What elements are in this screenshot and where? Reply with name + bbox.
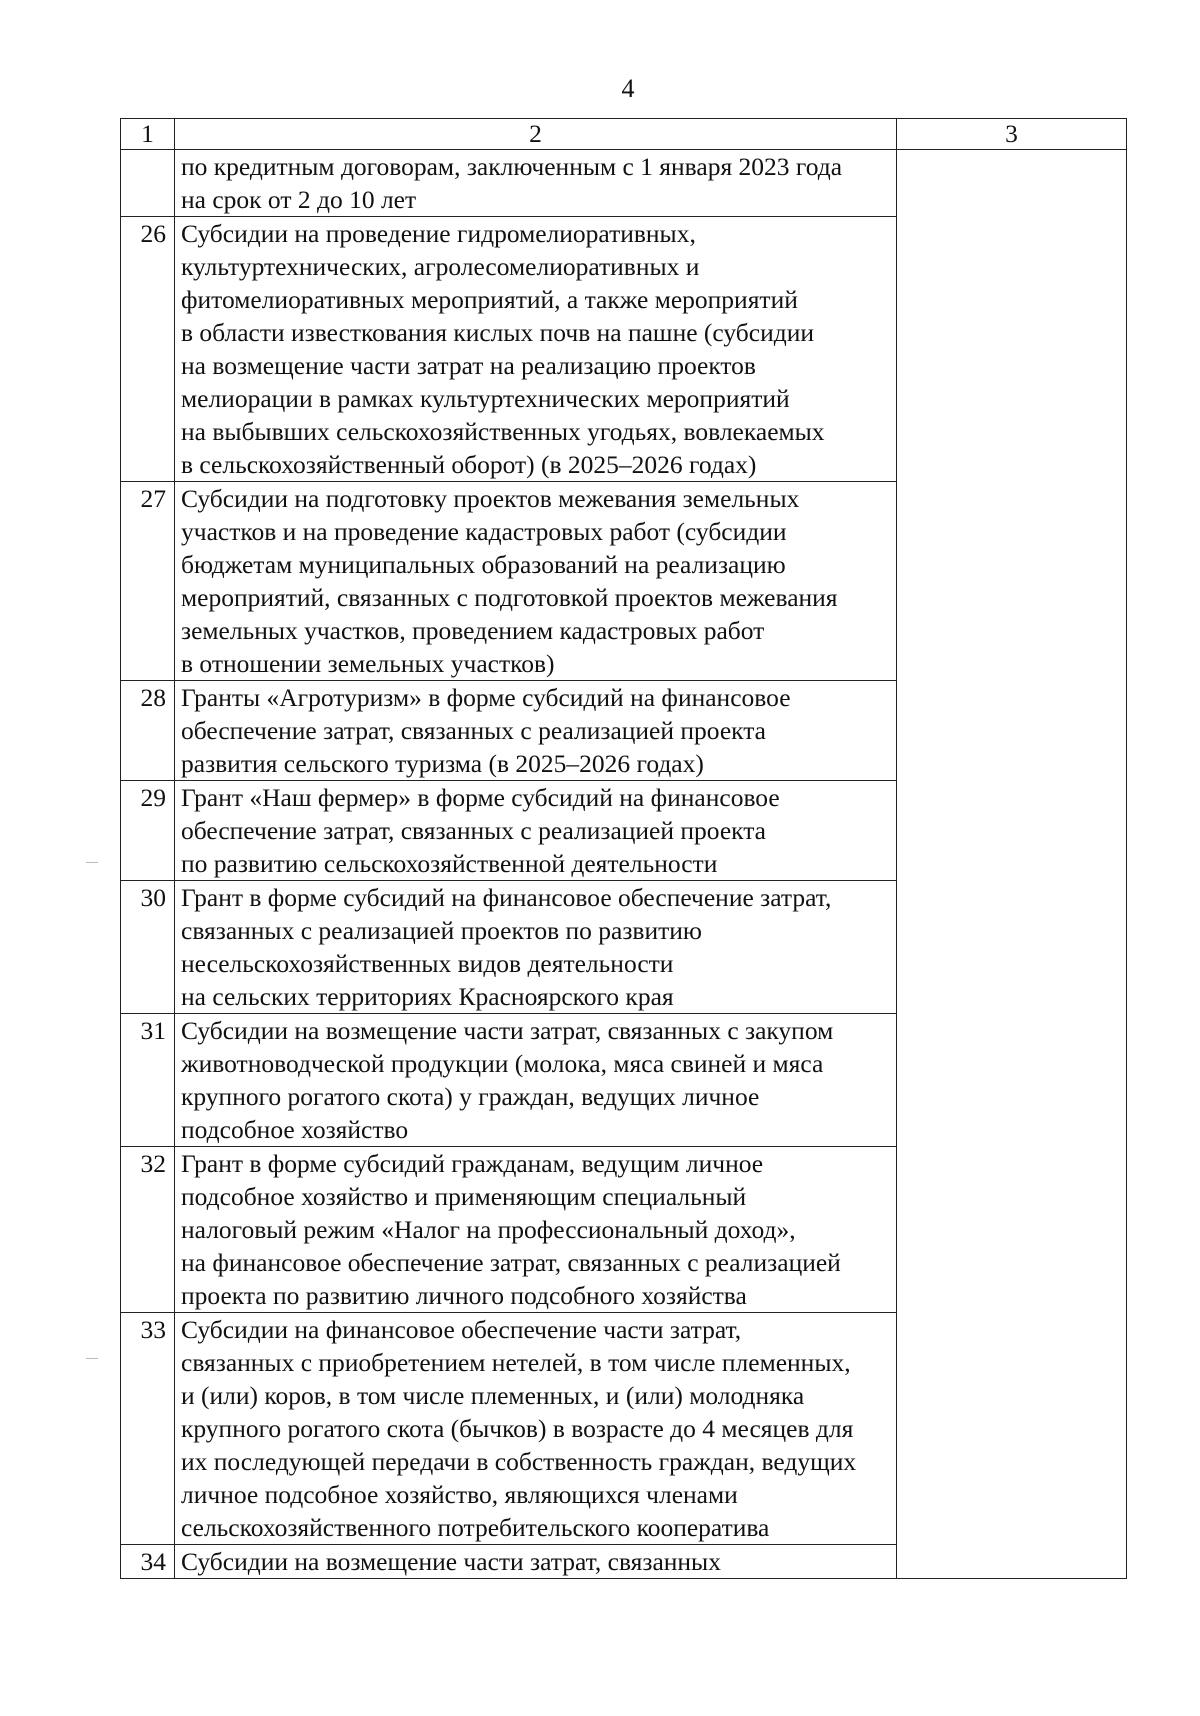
- row-description: [175, 1014, 897, 1147]
- description-line: по развитию сельскохозяйственной деятельности: [181, 849, 718, 878]
- description-line: культуртехнических, агролесомелиоративных и: [181, 252, 700, 281]
- description-line: животноводческой продукции (молока, мяса свиней и мяса: [181, 1049, 824, 1078]
- description-line: по кредитным договорам, заключенным с 1 января 2023 года: [181, 152, 843, 181]
- row-number: 30: [121, 881, 175, 1014]
- description-line: крупного рогатого скота (бычков) в возрасте до 4 месяцев для: [181, 1414, 854, 1443]
- header-col-1: 1: [121, 119, 175, 150]
- description-line: земельных участков, проведением кадастровых работ: [181, 616, 765, 645]
- description-line: на выбывших сельскохозяйственных угодьях, вовлекаемых: [181, 417, 825, 446]
- description-line: сельскохозяйственного потребительского кооператива: [181, 1513, 770, 1542]
- table-row: [121, 150, 1127, 217]
- margin-mark: [86, 1358, 98, 1359]
- row-description: [175, 217, 897, 482]
- row-description: [175, 781, 897, 881]
- description-line: участков и на проведение кадастровых работ (субсидии: [181, 517, 787, 546]
- description-line: Субсидии на подготовку проектов межевания земельных: [181, 484, 800, 513]
- page-number: 4: [621, 74, 635, 103]
- description-line: на сельских территориях Красноярского края: [181, 982, 674, 1011]
- description-line: связанных с приобретением нетелей, в том числе племенных,: [181, 1348, 851, 1377]
- row-number: 32: [121, 1147, 175, 1313]
- row-description: [175, 881, 897, 1014]
- row-description: [175, 1545, 897, 1579]
- description-line: Гранты «Агротуризм» в форме субсидий на финансовое: [181, 683, 791, 712]
- description-line: Грант в форме субсидий на финансовое обеспечение затрат,: [181, 883, 832, 912]
- description-line: в области известкования кислых почв на пашне (субсидии: [181, 318, 815, 347]
- description-line: на финансовое обеспечение затрат, связанных с реализацией: [181, 1248, 841, 1277]
- description-line: Субсидии на финансовое обеспечение части затрат,: [181, 1315, 742, 1344]
- description-line: Субсидии на проведение гидромелиоративных,: [181, 219, 696, 248]
- description-line: бюджетам муниципальных образований на реализацию: [181, 550, 786, 579]
- description-line: подсобное хозяйство и применяющим специальный: [181, 1182, 747, 1211]
- row-number: 28: [121, 681, 175, 781]
- description-line: фитомелиоративных мероприятий, а также мероприятий: [181, 285, 798, 314]
- description-line: обеспечение затрат, связанных с реализацией проекта: [181, 816, 766, 845]
- description-line: личное подсобное хозяйство, являющихся членами: [181, 1480, 738, 1509]
- description-line: Грант в форме субсидий гражданам, ведущим личное: [181, 1149, 764, 1178]
- description-line: развития сельского туризма (в 2025–2026 годах): [181, 749, 704, 778]
- header-col-3: 3: [897, 119, 1127, 150]
- description-line: в отношении земельных участков): [181, 649, 555, 678]
- margin-mark: [86, 862, 98, 863]
- row-number: 26: [121, 217, 175, 482]
- description-line: мелиорации в рамках культуртехнических мероприятий: [181, 384, 790, 413]
- description-line: в сельскохозяйственный оборот) (в 2025–2026 годах): [181, 450, 757, 479]
- description-line: обеспечение затрат, связанных с реализацией проекта: [181, 716, 766, 745]
- row-description: [175, 1313, 897, 1545]
- description-line: несельскохозяйственных видов деятельности: [181, 949, 674, 978]
- description-line: на возмещение части затрат на реализацию проектов: [181, 351, 756, 380]
- table-header-row: [121, 119, 1127, 150]
- description-line: мероприятий, связанных с подготовкой проектов межевания: [181, 583, 838, 612]
- row-description: [175, 150, 897, 217]
- row-number: [121, 150, 175, 217]
- column-3-cell: [897, 150, 1127, 1579]
- description-line: их последующей передачи в собственность граждан, ведущих: [181, 1447, 857, 1476]
- row-number: 29: [121, 781, 175, 881]
- description-line: на срок от 2 до 10 лет: [181, 185, 417, 214]
- row-description: [175, 1147, 897, 1313]
- description-line: проекта по развитию личного подсобного хозяйства: [181, 1281, 747, 1310]
- description-line: Грант «Наш фермер» в форме субсидий на финансовое: [181, 783, 780, 812]
- subsidies-table: [120, 118, 1127, 1579]
- description-line: крупного рогатого скота) у граждан, ведущих личное: [181, 1082, 760, 1111]
- description-line: Субсидии на возмещение части затрат, связанных с закупом: [181, 1016, 834, 1045]
- description-line: Субсидии на возмещение части затрат, связанных: [181, 1547, 721, 1576]
- row-number: 27: [121, 482, 175, 681]
- row-number: 33: [121, 1313, 175, 1545]
- row-number: 31: [121, 1014, 175, 1147]
- description-line: налоговый режим «Налог на профессиональный доход»,: [181, 1215, 796, 1244]
- row-description: [175, 482, 897, 681]
- header-col-2: 2: [175, 119, 897, 150]
- description-line: и (или) коров, в том числе племенных, и (или) молодняка: [181, 1381, 805, 1410]
- row-number: 34: [121, 1545, 175, 1579]
- description-line: подсобное хозяйство: [181, 1115, 409, 1144]
- description-line: связанных с реализацией проектов по развитию: [181, 916, 702, 945]
- row-description: [175, 681, 897, 781]
